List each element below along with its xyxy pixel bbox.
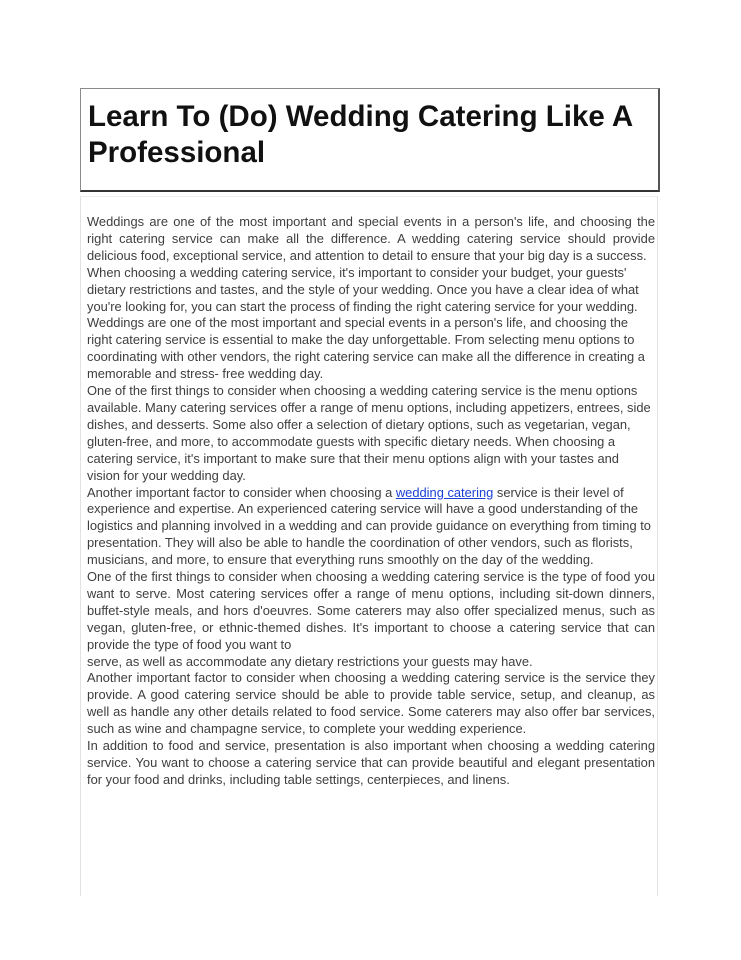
paragraph-food-type-continued: serve, as well as accommodate any dietary restrictions your guests may have. [87, 653, 533, 669]
paragraph-service: Another important factor to consider when choosing a wedding catering service is the service they provide. A good catering service should be able to provide table service, setup, and cleanup, as well as handle any other details related to food service. Some caterers may also offer bar services, such as wine and champagne service, to complete your wedding experience. [87, 670, 655, 737]
page-title: Learn To (Do) Wedding Catering Like A Professional [88, 100, 633, 169]
paragraph-intro: Weddings are one of the most important and special events in a person's life, and choosing the right catering service can make all the difference. A wedding catering service should provide delicious food, exceptional service, and attention to detail to ensure that your big day is a success. [87, 214, 655, 263]
wedding-catering-link[interactable]: wedding catering [395, 484, 494, 500]
paragraph-experience-start: Another important factor to consider when choosing a [87, 484, 396, 500]
article-body [87, 214, 655, 789]
title-box [80, 88, 660, 192]
paragraph-menu-options: One of the first things to consider when choosing a wedding catering service is the menu options available. Many catering services offer a range of menu options, including appetizers, entrees, side dishes, and desserts. Some also offer a selection of dietary options, such as vegetarian, vegan, gluten-free, and more, to accommodate guests with specific dietary needs. When choosing a catering service, it's important to make sure that their menu options align with your tastes and vision for your wedding day. [87, 383, 651, 483]
paragraph-choosing: When choosing a wedding catering service, it's important to consider your budget, your guests' dietary restrictions and tastes, and the style of your wedding. Once you have a clear idea of what you're looking for, you can start the process of finding the right catering service for your wedding. Weddings are one of the most important and special events in a person's life, and choosing the right catering service is essential to make the day unforgettable. From selecting menu options to coordinating with other vendors, the right catering service can make all the difference in creating a memorable and stress- free wedding day. [87, 264, 645, 382]
paragraph-presentation: In addition to food and service, presentation is also important when choosing a wedding catering service. You want to choose a catering service that can provide beautiful and elegant presentation for your food and drinks, including table settings, centerpieces, and linens. [87, 738, 655, 787]
paragraph-experience [87, 485, 655, 570]
paragraph-experience-end: service is their level of experience and expertise. An experienced catering service will have a good understanding of the logistics and planning involved in a wedding and can provide guidance on everything from timing to presentation. They will also be able to handle the coordination of other vendors, such as florists, musicians, and more, to ensure that everything runs smoothly on the day of the wedding. [87, 484, 651, 568]
paragraph-food-type: One of the first things to consider when choosing a wedding catering service is the type of food you want to serve. Most catering services offer a range of menu options, including sit-down dinners, buffet-style meals, and hors d'oeuvres. Some caterers may also offer specialized menus, such as vegan, gluten-free, or ethnic-themed dishes. It's important to choose a catering service that can provide the type of food you want to [87, 569, 655, 652]
